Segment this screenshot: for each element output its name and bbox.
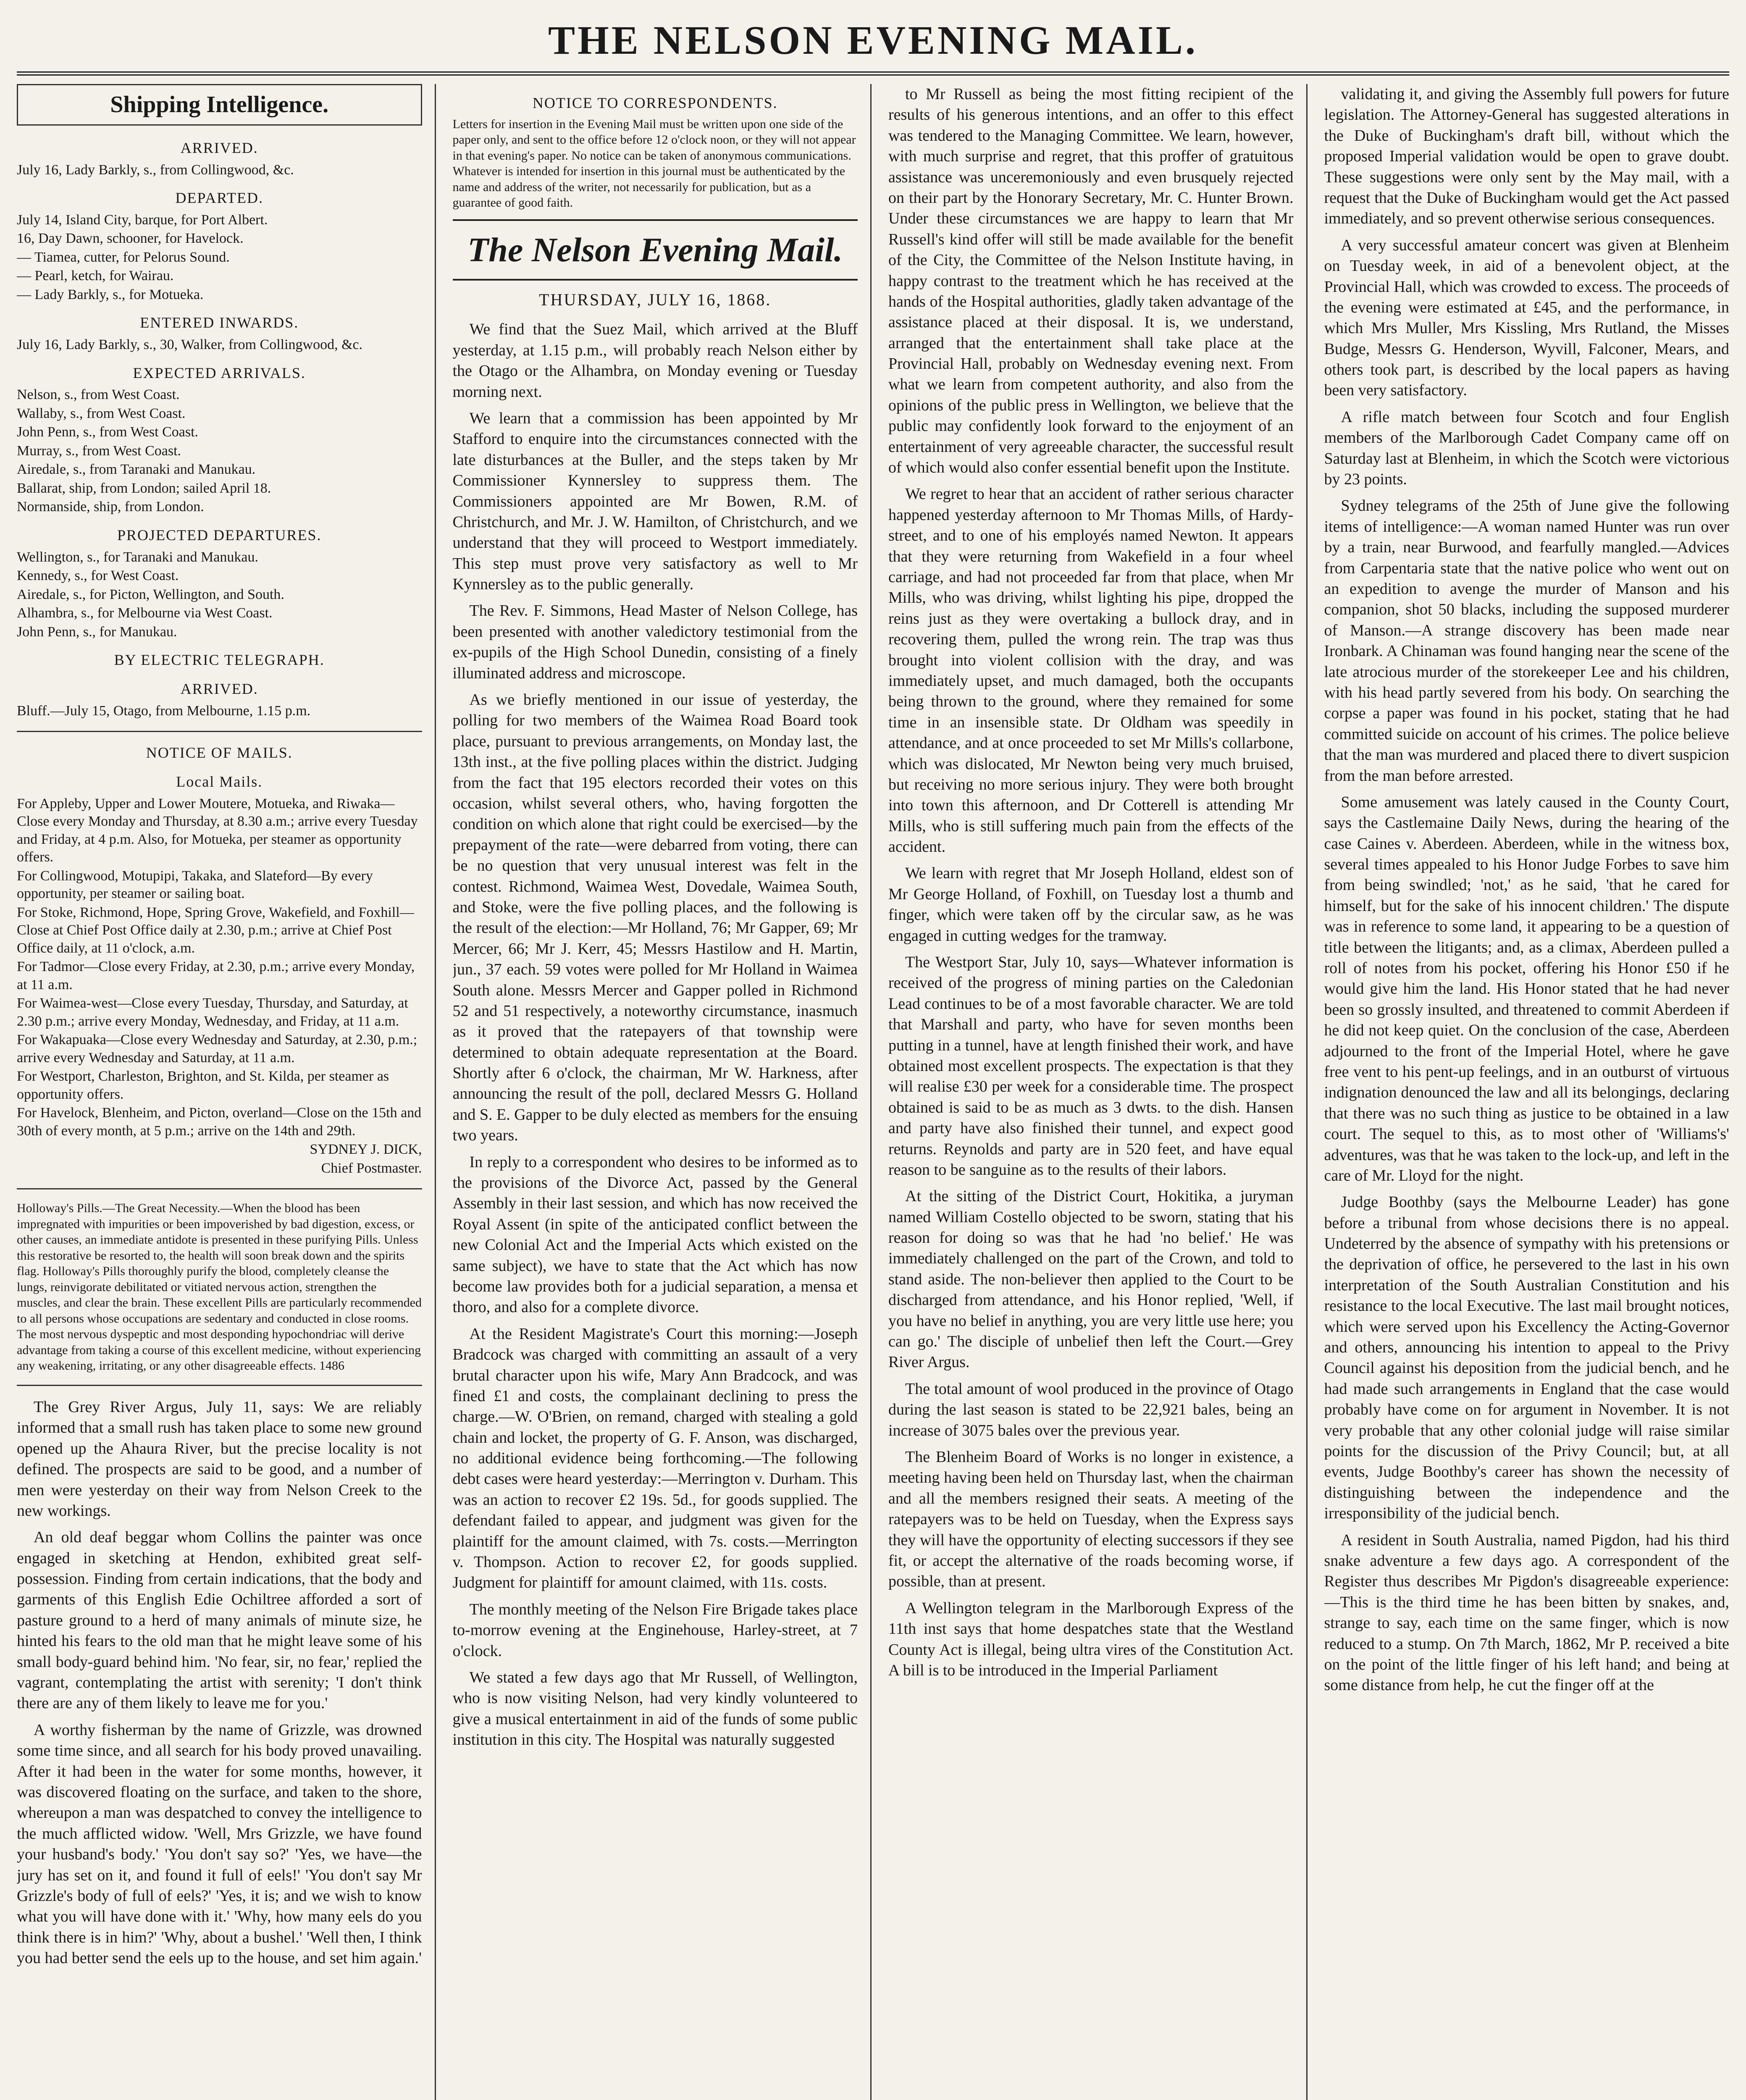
telegraph-arrived-label: ARRIVED. — [180, 680, 258, 698]
masthead: THE NELSON EVENING MAIL. — [548, 18, 1198, 63]
departed-list — [17, 211, 422, 304]
telegraph-entry: Bluff.—July 15, Otago, from Melbourne, 1.15 p.m. — [17, 703, 311, 719]
article-paragraph: In reply to a correspondent who desires to be informed as to the provisions of the Divorce Act, passed by the General Assembly in their last session, and which has now received the Royal Assent (in spite of the anticipated conflict between the new Colonial Act and the Imperial Acts which existed on the same subject), we have to state that the Act which has now become law provides both for a judicial separation, a mensa et thoro, and also for a complete divorce. — [452, 1153, 858, 1316]
article-paragraph: A rifle match between four Scotch and four English members of the Marlborough Cadet Company came off on Saturday last at Blenheim, in which the Scotch were victorious by 23 points. — [1324, 408, 1729, 488]
entered-list — [17, 336, 422, 354]
article-paragraph: We learn with regret that Mr Joseph Holland, eldest son of Mr George Holland, of Foxhill, on Tuesday lost a thumb and finger, which were taken off by the circular saw, as he was engaged in cutting wedges for the tramway. — [888, 864, 1294, 945]
article-paragraph: We find that the Suez Mail, which arrived at the Bluff yesterday, at 1.15 p.m., will probably reach Nelson either by the Otago or the Alhambra, on Monday evening or Tuesday morning next. — [452, 320, 858, 401]
list-entry: Wellington, s., for Taranaki and Manukau. — [17, 549, 258, 565]
list-entry: For Stoke, Richmond, Hope, Spring Grove, Wakefield, and Foxhill—Close at Chief Post Office daily at 2.30, p.m.; arrive at Chief Post Office daily, at 11 o'clock, a.m. — [17, 904, 414, 956]
article-paragraph: Judge Boothby (says the Melbourne Leader) has gone before a tribunal from whose decisions there is no appeal. Undeterred by the absence of sympathy with his pretensions or the deprivation of office, he persevered to the last in his own interpretation of the South Australian Constitution and his resistance to the local Executive. The last mail brought notices, which were served upon his Excellency the Acting-Governor and others, announcing his intention to appeal to the Privy Council against his deposition from the judicial bench, and he had made such arrangements in England that the case would probably have come on for argument in November. It is not very probable that any other colonial judge will raise similar points for the discussion of the Privy Council; but, at all events, Judge Boothby's career has shown the necessity of distinguishing between the independence and the irresponsibility of the judicial bench. — [1324, 1193, 1729, 1522]
article-paragraph: An old deaf beggar whom Collins the painter was once engaged in sketching at Hendon, exhibited great self-possession. Finding from certain indications, that the body and garments of this English Edie Ochiltree afforded a sort of pasture ground to a herd of many animals of minute size, he hinted his fears to the old man that he might leave some of his small body-guard behind him. 'No fear, sir, no fear,' replied the vagrant, contemplating the artist with serenity; 'I don't think there are any of them likely to leave me for you.' — [17, 1528, 422, 1712]
article-paragraph: A worthy fisherman by the name of Grizzle, was drowned some time since, and all search for his body proved unavailing. After it had been in the water for some months, however, it was discovered floating on the surface, and taken to the shore, whereupon a man was despatched to convey the intelligence to the much afflicted widow. 'Well, Mrs Grizzle, we have found your husband's body.' 'You don't say so?' 'Yes, we have—the jury has set on it, and found it full of eels!' 'You don't say Mr Grizzle's body of full of eels?' 'Yes, it is; and we wish to know what you will have done with it.' 'Why, how many eels do you think there is in him?' 'Why, about a bushel.' 'Well then, I think you had better send the eels up to the house, and set him again.' — [17, 1721, 422, 1967]
projected-label: PROJECTED DEPARTURES. — [117, 526, 322, 543]
column-2-articles — [453, 319, 858, 1750]
mails-signature: SYDNEY J. DICK, — [310, 1142, 422, 1158]
list-entry: July 16, Lady Barkly, s., from Collingwood, &c. — [17, 162, 294, 178]
article-paragraph: The monthly meeting of the Nelson Fire Brigade takes place to-morrow evening at the Enginehouse, Harley-street, at 7 o'clock. — [452, 1600, 858, 1660]
mails-title: NOTICE OF MAILS. — [146, 744, 293, 761]
correspondents-text: Letters for insertion in the Evening Mail must be written upon one side of the paper only, and sent to the office before 12 o'clock noon, or they will not appear in that evening's paper. No notice can be taken of anonymous communications. Whatever is intended for insertion in this journal must be authenticated by the name and address of the writer, not necessarily for publication, but as a guarantee of good faith. — [452, 117, 856, 210]
departed-label: DEPARTED. — [175, 189, 264, 207]
list-entry: — Lady Barkly, s., for Motueka. — [17, 286, 204, 302]
article-paragraph: At the sitting of the District Court, Hokitika, a juryman named William Costello objected to be sworn, stating that his reason for doing so was that he had 'no belief.' He was immediately challenged on the part of the Crown, and told to stand aside. The non-believer then applied to the Court to be discharged from attendance, and his Honor replied, 'Well, if you have no belief in anything, you are very little use here; you can go.' The disciple of unbelief then left the Court.—Grey River Argus. — [888, 1187, 1294, 1371]
article-paragraph: The Blenheim Board of Works is no longer in existence, a meeting having been held on Thursday last, when the chairman and all the members resigned their seats. A meeting of the ratepayers was to be held on Tuesday, when the Express says they will have the opportunity of electing successors if they see fit, or accept the alternative of the roads becoming worse, if possible, than at present. — [888, 1448, 1294, 1591]
column-2 — [453, 84, 872, 2100]
list-entry: For Havelock, Blenheim, and Picton, overland—Close on the 15th and 30th of every month, at 5 p.m.; arrive on the 14th and 29th. — [17, 1105, 422, 1139]
list-entry: John Penn, s., from West Coast. — [17, 424, 199, 440]
dateline: THURSDAY, JULY 16, 1868. — [539, 290, 772, 310]
list-entry: Alhambra, s., for Melbourne via West Coast. — [17, 605, 273, 621]
list-entry: July 16, Lady Barkly, s., 30, Walker, from Collingwood, &c. — [17, 337, 363, 353]
correspondents-title: NOTICE TO CORRESPONDENTS. — [532, 94, 778, 111]
list-entry: For Waimea-west—Close every Tuesday, Thursday, and Saturday, at 2.30 p.m.; arrive every Monday, Wednesday, and Friday, at 11 a.m. — [17, 995, 408, 1029]
list-entry: 16, Day Dawn, schooner, for Havelock. — [17, 231, 244, 247]
article-paragraph: We learn that a commission has been appointed by Mr Stafford to enquire into the circumstances connected with the late disturbances at the Buller, and the steps taken by Mr Commissioner Kynnersley to suppress them. The Commissioners appointed are Mr Bowen, R.M. of Christchurch, and Mr. J. W. Hamilton, of Christchurch, and we understand that they will proceed to Westport immediately. This step must prove very satisfactory as well to Mr Kynnersley as to the public generally. — [452, 409, 858, 593]
list-entry: Nelson, s., from West Coast. — [17, 387, 180, 403]
arrived-label: ARRIVED. — [180, 139, 258, 156]
list-entry: John Penn, s., for Manukau. — [17, 624, 177, 640]
column-3-articles — [888, 84, 1294, 1681]
article-paragraph: A Wellington telegram in the Marlborough Express of the 11th inst says that home despatches state that the Westland County Act is illegal, being ultra vires of the Constitution Act. A bill is to be introduced in the Imperial Parliament — [888, 1599, 1294, 1679]
shipping-title: Shipping Intelligence. — [17, 84, 422, 126]
holloway-advert: Holloway's Pills.—The Great Necessity.—When the blood has been impregnated with impurities or been impoverished by bad digestion, excess, or other causes, an immediate antidote is presented in these purifying Pills. Unless this restorative be resorted to, the health will soon break down and the spirits flag. Holloway's Pills thoroughly purify the blood, completely cleanse the lungs, reinvigorate debilitated or vitiated nervous action, strengthen the muscles, and clear the brain. These excellent Pills are particularly recommended to all persons whose occupations are sedentary and conducted in close rooms. The most nervous dyspeptic and most desponding hypochondriac will derive advantage from taking a course of this excellent medicine, without experiencing any weakening, irritating, or any other disagreeable effects. 1486 — [17, 1201, 422, 1373]
list-entry: July 14, Island City, barque, for Port Albert. — [17, 212, 268, 228]
entered-label: ENTERED INWARDS. — [140, 314, 299, 331]
list-entry: Normanside, ship, from London. — [17, 499, 204, 515]
column-1 — [17, 84, 436, 2100]
article-paragraph: A resident in South Australia, named Pigdon, had his third snake adventure a few days ago. A correspondent of the Register thus describes Mr Pigdon's disagreeable experience:—This is the third time he has been bitten by snakes, and, strange to say, each time on the same finger, which is now reduced to a stump. On 7th March, 1862, Mr P. received a bite on the point of the little finger of his left hand; and being at some distance from help, he cut the finger off at the — [1324, 1531, 1729, 1694]
article-paragraph: We regret to hear that an accident of rather serious character happened yesterday afternoon to Mr Thomas Mills, of Hardy-street, and to one of his employés named Newton. It appears that they were returning from Wakefield in a four wheel carriage, and had not proceeded far from that place, when Mr Mills, who was driving, whilst lighting his pipe, dropped the reins just as they were overtaking a bullock dray, and in recovering them, pulled the wrong rein. The trap was thus brought into violent collision with the dray, and was immediately upset, and much damaged, both the occupants being thrown to the ground, where they remained for some time in an insensible state. Dr Oldham was speedily in attendance, and at once proceeded to set Mr Mills's collarbone, which was dislocated, Mr Newton being very much bruised, but receiving no more serious injury. They were both brought into town this afternoon, and Dr Cotterell is attending Mr Mills, who is still suffering much pain from the effects of the accident. — [888, 485, 1294, 856]
article-paragraph: At the Resident Magistrate's Court this morning:—Joseph Bradcock was charged with committing an assault of a very brutal character upon his wife, Mary Ann Bradcock, and was fined £1 and costs, the complainant declining to press the charge.—W. O'Brien, on remand, charged with stealing a gold chain and locket, the property of G. F. Anson, was discharged, no additional evidence being forthcoming.—The following debt cases were heard yesterday:—Merrington v. Durham. This was an action to recover £2 19s. 5d., for goods supplied. The defendant failed to appear, and judgment was given for the plaintiff for the amount claimed, with 7s. costs.—Merrington v. Thompson. Action to recover £2, for goods supplied. Judgment for plaintiff for amount claimed, with 11s. costs. — [452, 1325, 858, 1592]
mails-signature-title: Chief Postmaster. — [321, 1160, 422, 1176]
article-paragraph: validating it, and giving the Assembly full powers for future legislation. The Attorney-General has suggested alterations in the Duke of Buckingham's draft bill, without which the proposed Imperial validation would be open to grave doubt. These suggestions were only sent by the May mail, with a request that the Duke of Buckingham would get the Act passed immediately, and so prevent otherwise serious consequences. — [1324, 85, 1729, 228]
list-entry: Ballarat, ship, from London; sailed April 18. — [17, 480, 271, 496]
expected-label: EXPECTED ARRIVALS. — [133, 364, 306, 381]
mails-subtitle: Local Mails. — [176, 773, 263, 790]
masthead-rule — [17, 71, 1729, 76]
divider — [17, 1188, 422, 1189]
column-1-articles — [17, 1397, 422, 1969]
list-entry: — Tiamea, cutter, for Pelorus Sound. — [17, 249, 230, 265]
list-entry: For Wakapuaka—Close every Wednesday and Saturday, at 2.30, p.m.; arrive every Wednesday and Saturday, at 11 a.m. — [17, 1032, 417, 1066]
paper-title: The Nelson Evening Mail. — [453, 219, 858, 281]
article-paragraph: We stated a few days ago that Mr Russell, of Wellington, who is now visiting Nelson, had very kindly volunteered to give a musical entertainment in aid of the funds of some public institution in this city. The Hospital was naturally suggested — [452, 1669, 858, 1749]
article-paragraph: The Grey River Argus, July 11, says: We are reliably informed that a small rush has taken place to some new ground opened up the Ahaura River, but the precise locality is not defined. The prospects are said to be good, and a number of men were yesterday on their way from Nelson Creek to the new workings. — [17, 1398, 422, 1520]
list-entry: Airedale, s., for Picton, Wellington, and South. — [17, 586, 284, 602]
article-paragraph: The Rev. F. Simmons, Head Master of Nelson College, has been presented with another valedictory testimonial from the ex-pupils of the High School Dunedin, consisting of a finely illuminated address and microscope. — [452, 602, 858, 682]
article-paragraph: A very successful amateur concert was given at Blenheim on Tuesday week, in aid of a benevolent object, at the Provincial Hall, which was crowded to excess. The proceeds of the evening were estimated at £45, and the performance, in which Mrs Muller, Mrs Kissling, Mrs Rutland, the Misses Budge, Messrs G. Henderson, Wyvill, Falconer, Mears, and others took part, is described by the local papers as having been very satisfactory. — [1324, 236, 1729, 399]
list-entry: For Collingwood, Motupipi, Takaka, and Slateford—By every opportunity, per steamer or sailing boat. — [17, 868, 373, 902]
list-entry: Airedale, s., from Taranaki and Manukau. — [17, 462, 256, 478]
column-4 — [1324, 84, 1730, 2100]
columns — [17, 84, 1729, 2100]
mails-list — [17, 795, 422, 1140]
article-paragraph: Sydney telegrams of the 25th of June give the following items of intelligence:—A woman named Hunter was run over by a train, near Burwood, and fearfully mangled.—Advices from Carpentaria state that the native police who went out on an expedition to avenge the murder of Manson and his companion, shot 50 blacks, including the supposed murderer of Manson.—A strange discovery has been made near Ironbark. A Chinaman was found hanging near the scene of the late atrocious murder of the storekeeper Lee and his children, with his head partly severed from his body. On searching the corpse a paper was found in his pocket, stating that he had committed suicide on account of his crimes. The police believe that the man was murdered and placed there to divert suspicion from the man before arrested. — [1324, 497, 1729, 785]
divider — [17, 731, 422, 732]
column-3 — [888, 84, 1308, 2100]
telegraph-label: BY ELECTRIC TELEGRAPH. — [114, 651, 325, 669]
article-paragraph: The Westport Star, July 10, says—Whatever information is received of the progress of mining parties on the Caledonian Lead continues to be of a most favorable character. We are told that Marshall and party, who have for seven months been putting in a tunnel, have at length finished their work, and have obtained most excellent prospects. The expectation is that they will realise £30 per week for a considerable time. The prospect obtained is said to be as much as 3 dwts. to the dish. Hansen and party have also finished their tunnel, and expect good returns. Reynolds and party are in 520 feet, and have equal reason to be sanguine as to the results of their labors. — [888, 953, 1294, 1179]
article-paragraph: As we briefly mentioned in our issue of yesterday, the polling for two members of the Waimea Road Board took place, pursuant to previous arrangements, on Monday last, the 13th inst., at the five polling places within the district. Judging from the fact that 195 electors recorded their votes on this occasion, whilst several others, who, having forgotten the condition on which alone that right could be exercised—by the prepayment of the rate—were debarred from voting, there can be no question that very unusual interest was felt in the contest. Richmond, Waimea West, Dovedale, Waimea South, and Stoke, were the five polling places, and the following is the result of the election:—Mr Holland, 76; Mr Gapper, 69; Mr Mercer, 66; Mr J. Kerr, 45; Messrs Hastilow and H. Martin, jun., 37 each. 59 votes were polled for Mr Holland in Waimea South alone. Messrs Mercer and Gapper polled in Richmond 52 and 51 respectively, a noteworthy circumstance, inasmuch as it proved that the ratepayers of that township were determined to obtain adequate representation at the Board. Shortly after 6 o'clock, the chairman, Mr W. Harkness, after announcing the result of the poll, declared Messrs G. Holland and S. E. Gapper to be duly elected as members for the ensuing two years. — [452, 691, 858, 1144]
list-entry: For Appleby, Upper and Lower Moutere, Motueka, and Riwaka—Close every Monday and Thursday, at 8.30 a.m.; arrive every Tuesday and Friday, at 4 p.m. Also, for Motueka, per steamer as opportunity offers. — [17, 795, 418, 865]
list-entry: Murray, s., from West Coast. — [17, 443, 181, 459]
projected-list — [17, 549, 422, 641]
list-entry: Wallaby, s., from West Coast. — [17, 405, 186, 421]
list-entry: — Pearl, ketch, for Wairau. — [17, 268, 174, 284]
arrived-list — [17, 161, 422, 179]
list-entry: For Tadmor—Close every Friday, at 2.30, p.m.; arrive every Monday, at 11 a.m. — [17, 959, 415, 992]
list-entry: Kennedy, s., for West Coast. — [17, 568, 179, 584]
article-paragraph: Some amusement was lately caused in the County Court, says the Castlemaine Daily News, during the hearing of the case Caines v. Aberdeen. Aberdeen, while in the witness box, several times appealed to his Honor Judge Forbes to save him from being swindled; 'not,' as he said, 'that he cared for himself, but for the sake of his innocent children.' The dispute was in reference to some land, it appearing to be a question of title between the litigants; and, as a climax, Aberdeen pulled a roll of notes from his pocket, offering his Honor £50 if he would give him the land. His Honor stated that he had never been so grossly insulted, and threatened to commit Aberdeen if he did not keep quiet. On the conclusion of the case, Aberdeen adjourned to the front of the Imperial Hotel, where he gave free vent to his pent-up feelings, and in an outburst of virtuous indignation denounced the law and all its belongings, declaring that there was no such thing as justice to be obtained in a law court. The sequel to this, as to most other of 'Williams's' adventures, was that he was taken to the lock-up, and left in the care of Mr. Lloyd for the night. — [1324, 793, 1729, 1184]
divider — [17, 1385, 422, 1386]
article-paragraph: to Mr Russell as being the most fitting recipient of the results of his generous intentions, and an offer to this effect was tendered to the Managing Committee. We learn, however, with much surprise and regret, that this proffer of gratuitous assistance was unceremoniously and even brusquely rejected on their part by the Honorary Secretary, Mr. C. Hunter Brown. Under these circumstances we are happy to learn that Mr Russell's kind offer will still be made available for the benefit of the City, the Committee of the Nelson Institute having, in happy contrast to the treatment which he has received at the hands of the Hospital authorities, gladly taken advantage of the assistance placed at their disposal. It is, we understand, arranged that the entertainment shall take place at the Provincial Hall, probably on Wednesday evening next. From what we learn from competent authority, and also from the opinions of the public press in Wellington, we believe that the public may confidently look forward to the enjoyment of an entertainment of very agreeable character, the successful result of which would also confer essential benefit upon the Institute. — [888, 85, 1294, 477]
list-entry: For Westport, Charleston, Brighton, and St. Kilda, per steamer as opportunity offers. — [17, 1068, 389, 1102]
expected-list — [17, 386, 422, 516]
column-4-articles — [1324, 84, 1730, 1696]
article-paragraph: The total amount of wool produced in the province of Otago during the last season is stated to be 22,921 bales, being an increase of 3075 bales over the previous year. — [888, 1380, 1294, 1439]
